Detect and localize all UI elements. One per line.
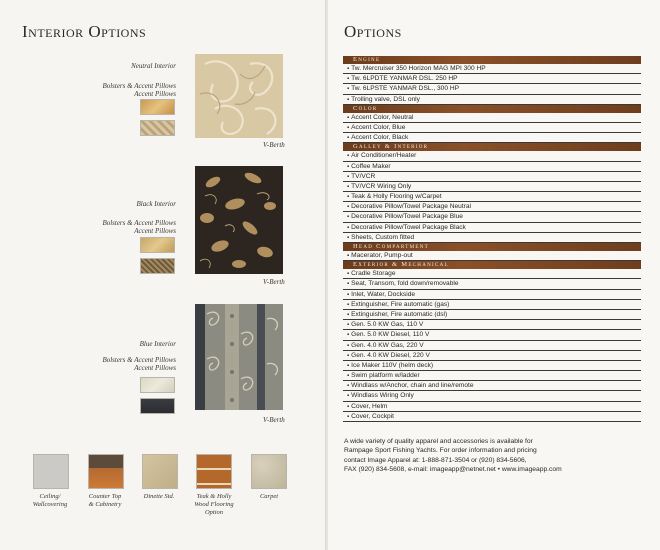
option-row: ▪ TV/VCR [343,172,641,182]
section-header: Color [343,105,641,113]
swatch-blue-bolster [140,377,175,393]
fabric-black-vberth [195,166,283,274]
option-row: ▪ Air Conditioner/Heater [343,151,641,161]
apparel-note [344,437,614,475]
group-name-blue: Blue Interior [139,340,176,348]
option-row: ▪ Windlass w/Anchor, chain and line/remote [343,381,641,391]
option-row: ▪ Extinguisher, Fire automatic (gas) [343,300,641,310]
group-name-black: Black Interior [136,200,176,208]
option-row: ▪ Gen. 4.0 KW Diesel, 220 V [343,351,641,361]
section-header: Exterior & Mechanical [343,261,641,269]
group-accent-black: Accent Pillows [134,227,176,235]
option-row: ▪ Gen. 4.0 KW Gas, 220 V [343,341,641,351]
option-row: ▪ Ice Maker 110V (helm deck) [343,361,641,371]
section-header: Galley & Interior [343,143,641,151]
bottom-label-carpet: Carpet [259,493,279,500]
section-header: Engine [343,56,641,64]
option-row: ▪ Seat, Transom, fold down/removable [343,279,641,289]
swatch-dinette [142,454,178,489]
section-header: Head Compartment [343,243,641,251]
swatch-ceiling [33,454,69,489]
swatch-counter-top [88,454,124,489]
option-row: ▪ Cover, Helm [343,402,641,412]
swatch-black-bolster [140,237,175,253]
options-table [343,56,641,422]
apparel-note-line: FAX (920) 834-5608, e-mail: imageapp@netnet.net • www.imageapp.com [344,466,562,474]
option-row: ▪ Teak & Holly Flooring w/Carpet [343,192,641,202]
swatch-black-accent [140,258,175,274]
option-row: ▪ TV/VCR Wiring Only [343,182,641,192]
left-page [0,0,326,550]
option-row: ▪ Trolling valve, DSL only [343,95,641,105]
bottom-label-counter: Counter Top & Cabinetry [88,493,122,508]
option-row: ▪ Tw. 6LPSTE YANMAR DSL., 300 HP [343,84,641,94]
bottom-label-ceiling: Ceiling/ Wallcovering [32,493,68,508]
vberth-label-blue: V-Berth [263,416,285,424]
option-row: ▪ Decorative Pillow/Towel Package Blue [343,212,641,222]
fabric-neutral-vberth [195,54,283,138]
option-row: ▪ Accent Color, Black [343,133,641,143]
group-bolsters-black: Bolsters & Accent Pillows [102,219,176,227]
bottom-label-teak: Teak & Holly Wood Flooring Option [194,493,234,516]
option-row: ▪ Cover, Cockpit [343,412,641,422]
option-row: ▪ Gen. 5.0 KW Diesel, 110 V [343,330,641,340]
swatch-blue-accent [140,398,175,414]
apparel-note-line: Rampage Sport Fishing Yachts. For order information and pricing [344,447,537,455]
option-row: ▪ Sheets, Custom fitted [343,233,641,243]
option-row: ▪ Extinguisher, Fire automatic (dsl) [343,310,641,320]
option-row: ▪ Tw. 6LPDTE YANMAR DSL. 250 HP [343,74,641,84]
vberth-label-neutral: V-Berth [263,141,285,149]
group-bolsters-blue: Bolsters & Accent Pillows [102,356,176,364]
option-row: ▪ Gen. 5.0 KW Gas, 110 V [343,320,641,330]
swatch-carpet [251,454,287,489]
bottom-label-dinette: Dinette Std. [143,493,175,500]
option-row: ▪ Macerator, Pump-out [343,251,641,261]
option-row: ▪ Coffee Maker [343,162,641,172]
option-row: ▪ Inlet, Water, Dockside [343,290,641,300]
swatch-teak-holly [196,454,232,489]
swatch-neutral-accent [140,120,175,136]
group-name-neutral: Neutral Interior [131,62,176,70]
group-accent-blue: Accent Pillows [134,364,176,372]
option-row: ▪ Accent Color, Neutral [343,113,641,123]
option-row: ▪ Decorative Pillow/Towel Package Black [343,223,641,233]
option-row: ▪ Swim platform w/ladder [343,371,641,381]
vberth-label-black: V-Berth [263,278,285,286]
option-row: ▪ Decorative Pillow/Towel Package Neutral [343,202,641,212]
fabric-blue-vberth [195,304,283,410]
group-bolsters-neutral: Bolsters & Accent Pillows [102,82,176,90]
page-title-interior-options: Interior Options [22,22,147,41]
swatch-neutral-bolster [140,99,175,115]
option-row: ▪ Tw. Mercruiser 350 Horizon MAG MPI 300 HP [343,64,641,74]
apparel-note-line: contact Image Apparel at: 1-888-871-3504 or (920) 834-5606, [344,456,527,464]
option-row: ▪ Windlass Wiring Only [343,391,641,401]
page-title-options: Options [344,22,402,41]
group-accent-neutral: Accent Pillows [134,90,176,98]
option-row: ▪ Accent Color, Blue [343,123,641,133]
apparel-note-line: A wide variety of quality apparel and accessories is available for [344,438,533,445]
option-row: ▪ Cradle Storage [343,269,641,279]
